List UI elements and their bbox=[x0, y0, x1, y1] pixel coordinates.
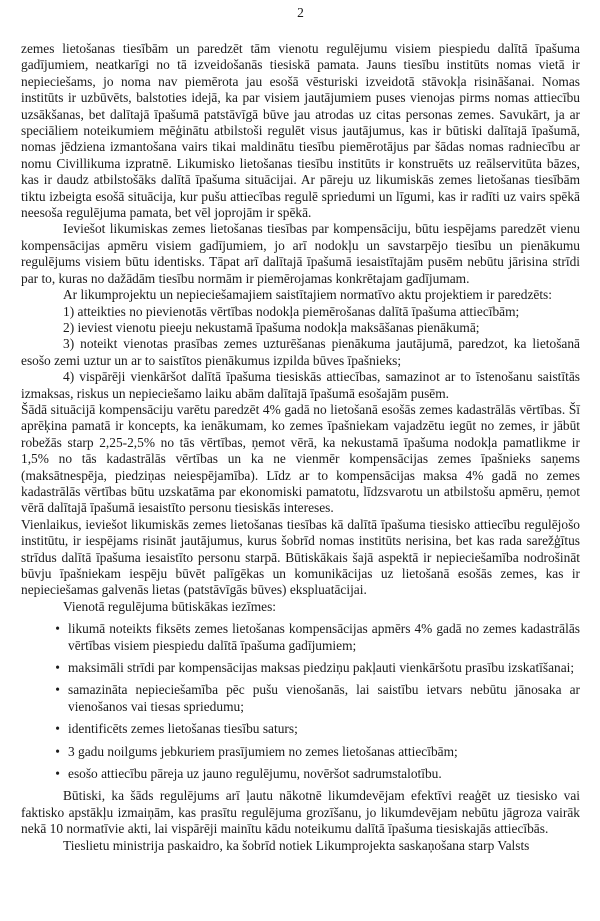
paragraph: Vienotā regulējuma būtiskākas iezīmes: bbox=[63, 598, 277, 614]
paragraph: Vienlaikus, ieviešot likumiskās zemes lietošanas tiesības kā dalītā īpašuma tiesisko attiecību regulējošo institūtu, ir iespējams risināt jautājumus, kurus šobrīd nomas institūts nerisina, bet kas rada sarežģītus strīdus dalītā īpašuma iesaistīto personu starpā. Būtiskākais šajā aspektā ir nepieciešamība nodrošināt būvju īpašniekam iespēju būvēt palīgēkas un komunikācijas uz lietošanā esošās zemes, kas ir nepieciešamas galvenās lietas (patstāvīgās būves) ekspluatācijai. bbox=[21, 516, 580, 598]
numbered-item: 3) noteikt vienotas prasības zemes uzturēšanas pienākuma jautājumā, paredzot, ka lietošanā esošo zemi uztur un ar to saistītos pienākumus izpilda būves īpašnieks; bbox=[21, 336, 580, 368]
bullet-item: • esošo attiecību pāreja uz jauno regulējumu, novēršot sadrumstalotību. bbox=[21, 766, 580, 782]
page-number: 2 bbox=[297, 5, 304, 20]
bullet-item: • identificēts zemes lietošanas tiesību saturs; bbox=[21, 721, 580, 737]
paragraph: Būtiski, ka šāds regulējums arī ļautu nākotnē likumdevējam efektīvi reaģēt uz tiesisko vai faktisko apstākļu izmaiņām, kas prasītu regulējuma grozīšanu, jo likumdevējam nebūtu jāgroza vairāk nekā 10 normatīvie akti, lai vispārēji mainītu kādu noteikumu dalītā īpašuma tiesiskajās attiecībās. bbox=[21, 788, 580, 837]
paragraph: Ar likumprojektu un nepieciešamajiem saistītajiem normatīvo aktu projektiem ir paredzēts: bbox=[63, 287, 552, 303]
bullet-item: • 3 gadu noilgums jebkuriem prasījumiem no zemes lietošanas attiecībām; bbox=[21, 744, 580, 760]
paragraph: Tieslietu ministrija paskaidro, ka šobrīd notiek Likumprojekta saskaņošana starp Valsts bbox=[63, 837, 530, 853]
numbered-item: 1) atteikties no pievienotās vērtības nodokļa piemērošanas dalītā īpašuma attiecībām; bbox=[63, 303, 520, 319]
bullet-item: • maksimāli strīdi par kompensācijas maksas piedziņu pakļauti vienkāršotu prasību izskatīšanai; bbox=[21, 660, 580, 676]
feature-bullet-list bbox=[21, 621, 580, 782]
numbered-item: 4) vispārēji vienkāršot dalītā īpašuma tiesiskās attiecības, samazinot ar to īstenošanu saistītās izmaksas, riskus un nepieciešamo laiku abām dalītajā īpašumā esošajām pusēm. bbox=[21, 369, 580, 401]
document-body bbox=[21, 41, 580, 854]
bullet-item: • samazināta nepieciešamība pēc pušu vienošanās, lai saistību ietvars nebūtu jānosaka ar vienošanos vai tiesas spriedumu; bbox=[21, 682, 580, 715]
paragraph: Ieviešot likumiskas zemes lietošanas tiesības par kompensāciju, būtu iespējams paredzēt vienu kompensācijas apmēru visiem gadījumiem, jo arī nodokļu un savstarpējo tiesību un pienākumu regulējums visiem būtu identisks. Tāpat arī dalītajā īpašumā iesaistītajām pusēm nebūtu jārisina strīdi par to, kuras no dažādām tiesību normām ir piemērojamas konkrētajam gadījumam. bbox=[21, 221, 580, 286]
numbered-item: 2) ieviest vienotu pieeju nekustamā īpašuma nodokļa maksāšanas pienākumā; bbox=[63, 319, 480, 335]
paragraph: zemes lietošanas tiesībām un paredzēt tām vienotu regulējumu visiem piespiedu dalītā īpašuma gadījumiem, neatkarīgi no tā izveidošanās tiesiskā pamata. Jauns tiesību institūts nomas vietā ir nepieciešams, jo noma nav piemērota jau esošā vēsturiski izveidotā stāvokļa risināšanai. Nomas institūts ir uzbūvēts, balstoties idejā, ka par visiem jautājumiem puses vienojas pirms nomas attiecību uzsākšanas, bet dalītajā īpašumā patstāvīgā būve jau atrodas uz citas personas zemes. Savukārt, ja ar speciāliem noteikumiem mēģinātu atbilstoši regulēt visus jautājumus, kas ir būtiski dalītajā īpašumā, nomas jēdziena izmantošana vairs tikai maldinātu tiesību piemērotājus par šādas nomas radniecību ar nomu Civillikuma izpratnē. Likumisko lietošanas tiesību institūts ir konstruēts uz reālservitūta bāzes, kas ir daudz atbilstošāks dalītā īpašuma situācijai. Ar pāreju uz likumiskās zemes lietošanas tiesībām tiktu izbeigta esošā situācija, kur pušu attiecības regulē spriedumi un līgumi, kas ir radīti uz vairs spēkā neesoša regulējuma pamata, bet vēl joprojām ir spēkā. bbox=[21, 41, 580, 221]
bullet-item: • likumā noteikts fiksēts zemes lietošanas kompensācijas apmērs 4% gadā no zemes kadastrālās vērtības visiem piespiedu dalītā īpašuma gadījumiem; bbox=[21, 621, 580, 654]
paragraph: Šādā situācijā kompensāciju varētu paredzēt 4% gadā no lietošanā esošās zemes kadastrālās vērtības. Šī aprēķina pamatā ir koncepts, ka ienākumam, ko zemes īpašniekam vajadzētu iegūt no zemes, ir jābūt robežās starp 2,25-2,5% no tās vērtības, ņemot vērā, ka nekustamā īpašuma nodokļa pamatlikme ir 1,5% no tās kadastrālās vērtības un ka ne vienmēr kompensācijas zemes īpašnieks saņems (maksātnespēja, piedziņas neiespējamība). Līdz ar to kompensācijas maksa 4% gadā no zemes kadastrālās vērtības būtu uzskatāma par ekonomiski pamatotu, līdzsvarotu un atbilstošu apmēru, ņemot vērā dalītajā īpašumā iesaistīto personu tiesiskās intereses. bbox=[21, 401, 580, 516]
